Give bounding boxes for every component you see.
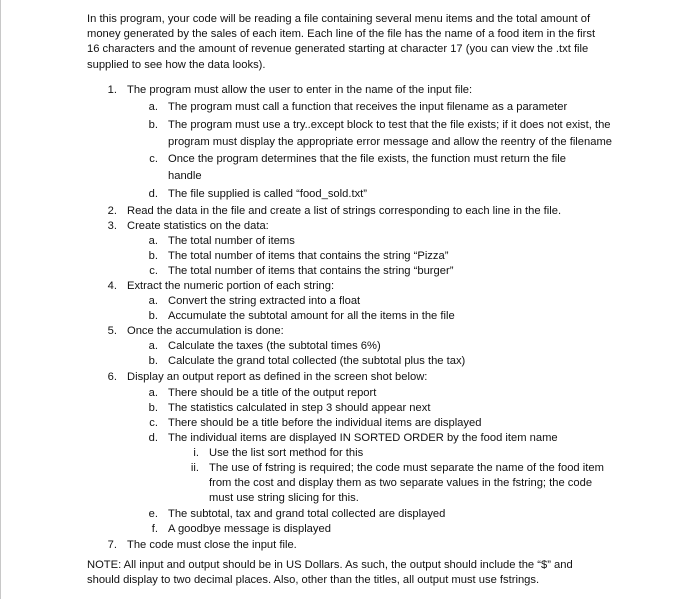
note-line: NOTE: All input and output should be in US Dollars. As such, the output should include the “$” and: [87, 559, 573, 571]
intro-line: money generated by the sales of each item. Each line of the file has the name of a food item in the first: [87, 28, 596, 41]
sub-marker: f.: [151, 523, 158, 535]
step-text: The program must allow the user to enter in the name of the input file:: [127, 84, 473, 96]
intro-line: In this program, your code will be reading a file containing several menu items and the total amount of: [87, 13, 591, 25]
sub-marker: d.: [148, 432, 158, 444]
sub-marker: b.: [148, 402, 158, 414]
sub-text: Once the program determines that the file exists, the function must return the file: [168, 153, 566, 165]
step-text: Extract the numeric portion of each string:: [127, 280, 335, 292]
step-marker: 3.: [107, 220, 117, 232]
sub-text: The total number of items that contains the string “burger”: [168, 265, 454, 277]
roman-text: The use of fstring is required; the code must separate the name of the food item: [209, 462, 604, 474]
sub-marker: a.: [148, 101, 158, 113]
roman-text-continuation: from the cost and display them as two separate values in the fstring; the code: [209, 477, 593, 489]
sub-text: The total number of items that contains the string “Pizza”: [168, 250, 449, 262]
sub-text: The subtotal, tax and grand total collected are displayed: [168, 508, 446, 520]
sub-marker: c.: [149, 417, 158, 429]
sub-marker: a.: [148, 295, 158, 307]
roman-marker: ii.: [190, 462, 199, 474]
step-marker: 7.: [107, 539, 117, 551]
note-line: should display to two decimal places. Also, other than the titles, all output must use fstrings.: [87, 574, 540, 587]
intro-paragraph: [87, 12, 595, 73]
sub-marker: c.: [149, 265, 158, 277]
sub-text: The total number of items: [168, 235, 295, 247]
sub-text: A goodbye message is displayed: [168, 523, 331, 535]
roman-marker: i.: [193, 447, 199, 459]
step-marker: 6.: [107, 371, 117, 383]
sub-marker: b.: [148, 250, 158, 262]
note-paragraph: [87, 558, 573, 588]
step-text: Once the accumulation is done:: [127, 325, 284, 337]
sub-text: There should be a title before the individual items are displayed: [168, 417, 482, 429]
sub-text: Convert the string extracted into a float: [168, 295, 361, 307]
sub-marker: a.: [148, 340, 158, 352]
sub-marker: c.: [149, 153, 158, 165]
step-text: Create statistics on the data:: [127, 220, 269, 232]
sub-marker: a.: [148, 235, 158, 247]
roman-text: Use the list sort method for this: [209, 447, 364, 459]
step-text: The code must close the input file.: [127, 539, 297, 551]
sub-marker: d.: [148, 188, 158, 200]
step-text: Read the data in the file and create a list of strings corresponding to each line in the file.: [127, 205, 562, 217]
sub-text: The individual items are displayed IN SORTED ORDER by the food item name: [168, 432, 558, 444]
roman-text-continuation: must use string slicing for this.: [209, 492, 359, 504]
step-marker: 2.: [107, 205, 117, 217]
sub-text: Calculate the grand total collected (the subtotal plus the tax): [168, 355, 466, 367]
step-marker: 5.: [107, 325, 117, 337]
sub-marker: b.: [148, 355, 158, 367]
intro-line: 16 characters and the amount of revenue generated starting at character 17 (you can view the .txt file: [87, 43, 589, 56]
intro-line: supplied to see how the data looks).: [87, 58, 266, 71]
sub-marker: b.: [148, 310, 158, 322]
sub-text: There should be a title of the output report: [168, 387, 377, 399]
sub-text-continuation: handle: [168, 170, 202, 182]
sub-text: The program must call a function that receives the input filename as a parameter: [168, 101, 568, 113]
sub-text: Calculate the taxes (the subtotal times 6%): [168, 340, 381, 352]
sub-text-continuation: program must display the appropriate error message and allow the reentry of the filename: [168, 136, 612, 148]
step-marker: 1.: [107, 84, 117, 96]
sub-text: The program must use a try..except block to test that the file exists; if it does not exist, the: [168, 119, 611, 131]
step-text: Display an output report as defined in the screen shot below:: [127, 371, 428, 383]
sub-text: Accumulate the subtotal amount for all the items in the file: [168, 310, 455, 322]
step-marker: 4.: [107, 280, 117, 292]
sub-text: The statistics calculated in step 3 should appear next: [168, 402, 431, 414]
sub-marker: a.: [148, 387, 158, 399]
sub-marker: b.: [148, 119, 158, 131]
sub-marker: e.: [148, 508, 158, 520]
sub-text: The file supplied is called “food_sold.txt”: [168, 188, 367, 200]
